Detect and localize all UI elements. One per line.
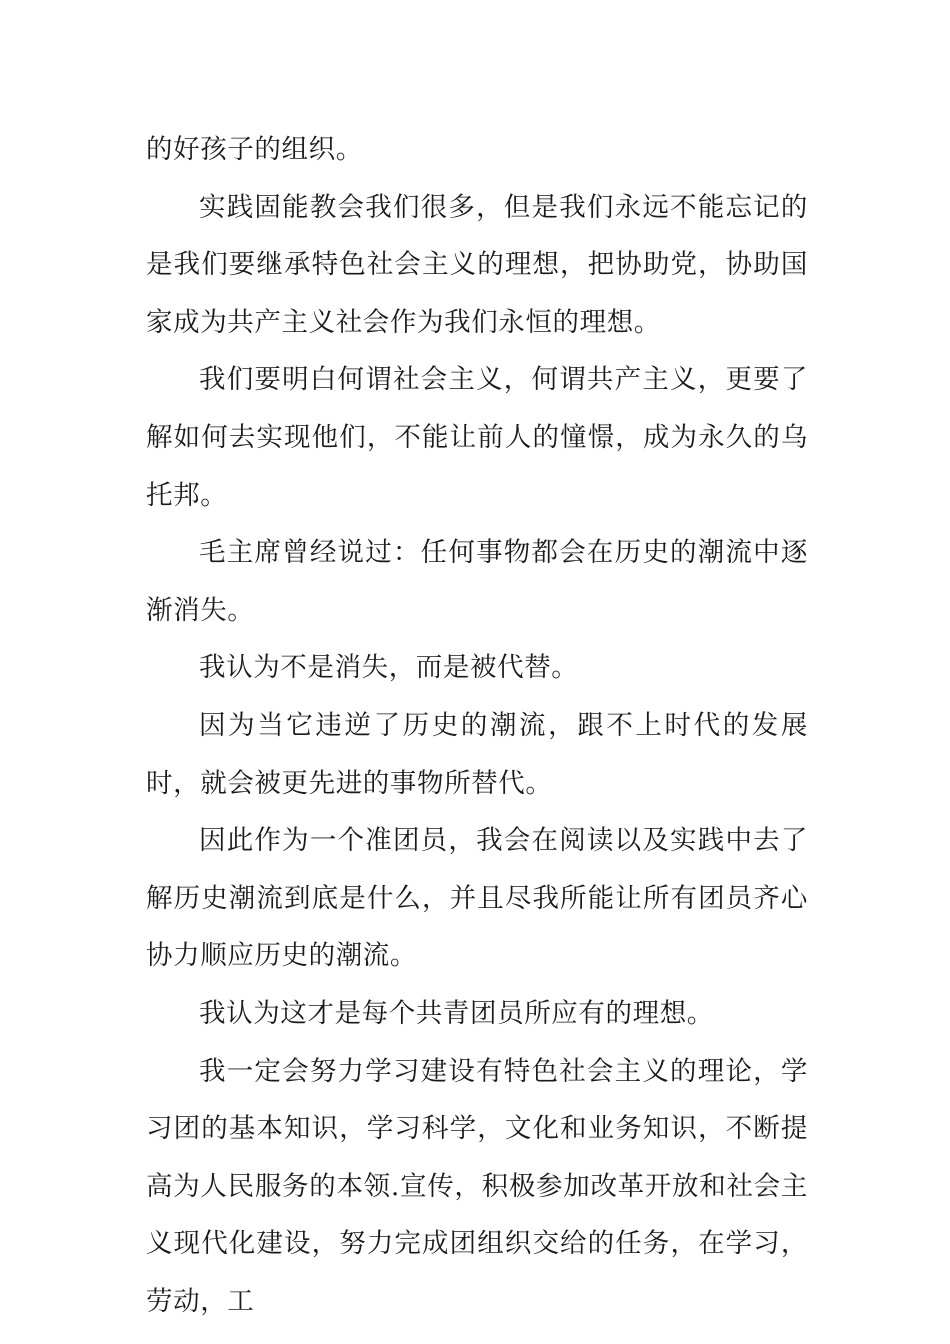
paragraph-8: 我认为这才是每个共青团员所应有的理想。 (199, 997, 714, 1029)
paragraph-6: 因为当它违逆了历史的潮流，跟不上时代的发展时，就会被更先进的事物所替代。 (146, 709, 808, 799)
paragraph-9: 我一定会努力学习建设有特色社会主义的理论，学习团的基本知识，学习科学，文化和业务知识，不断提高为人民服务的本领.宣传，积极参加改革开放和社会主义现代化建设，努力完成团组织交给的任务，在学习，劳动，工 (146, 1055, 808, 1317)
paragraph-2: 实践固能教会我们很多，但是我们永远不能忘记的是我们要继承特色社会主义的理想，把协助党，协助国家成为共产主义社会作为我们永恒的理想。 (146, 191, 808, 338)
paragraph-7: 因此作为一个准团员，我会在阅读以及实践中去了解历史潮流到底是什么，并且尽我所能让所有团员齐心协力顺应历史的潮流。 (146, 825, 808, 972)
paragraph-4: 毛主席曾经说过：任何事物都会在历史的潮流中逐渐消失。 (146, 537, 808, 626)
paragraph-1: 的好孩子的组织。 (146, 134, 363, 165)
document-body (146, 121, 808, 1330)
paragraph-5: 我认为不是消失，而是被代替。 (199, 652, 579, 684)
paragraph-3: 我们要明白何谓社会主义，何谓共产主义，更要了解如何去实现他们，不能让前人的憧憬，成为永久的乌托邦。 (146, 364, 808, 511)
